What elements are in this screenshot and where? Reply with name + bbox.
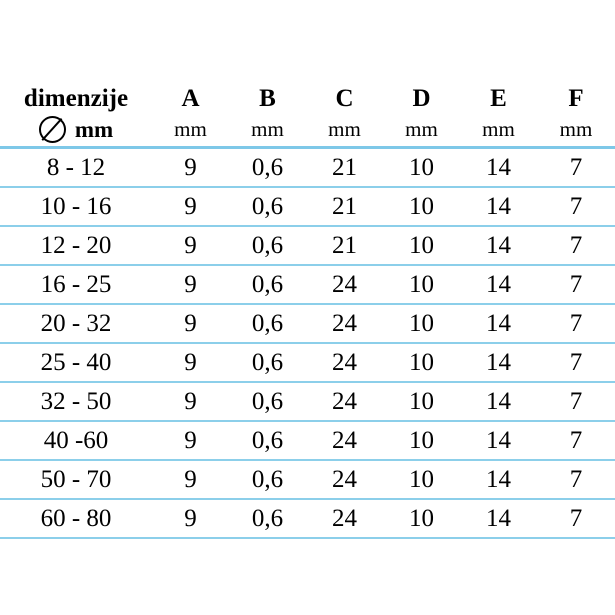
- table-row: [0, 187, 615, 226]
- cell-c: 24: [306, 265, 383, 304]
- header-column-d-unit: mm: [405, 117, 438, 141]
- table-row: [0, 460, 615, 499]
- cell-f: 7: [537, 421, 615, 460]
- cell-e: 14: [460, 187, 537, 226]
- cell-a: 9: [152, 226, 229, 265]
- cell-c: 24: [306, 304, 383, 343]
- header-column-c-label: C: [335, 85, 354, 112]
- cell-dimension: 10 - 16: [0, 187, 152, 226]
- table-body: [0, 148, 615, 539]
- header-dimension-unit-row: [0, 114, 152, 145]
- cell-dimension: 60 - 80: [0, 499, 152, 538]
- cell-a: 9: [152, 265, 229, 304]
- header-column-f-label: F: [568, 85, 584, 112]
- cell-a: 9: [152, 343, 229, 382]
- cell-dimension: 25 - 40: [0, 343, 152, 382]
- cell-f: 7: [537, 499, 615, 538]
- cell-dimension: 16 - 25: [0, 265, 152, 304]
- header-column-f-unit: mm: [559, 117, 593, 141]
- cell-c: 21: [306, 148, 383, 188]
- cell-b: 0,6: [229, 421, 306, 460]
- cell-e: 14: [460, 226, 537, 265]
- cell-b: 0,6: [229, 226, 306, 265]
- header-column-c: [306, 76, 383, 148]
- cell-d: 10: [383, 265, 460, 304]
- header-dimension-label: dimenzije: [23, 85, 129, 112]
- cell-f: 7: [537, 187, 615, 226]
- cell-b: 0,6: [229, 304, 306, 343]
- header-column-b: [229, 76, 306, 148]
- cell-f: 7: [537, 265, 615, 304]
- cell-a: 9: [152, 421, 229, 460]
- cell-b: 0,6: [229, 265, 306, 304]
- cell-b: 0,6: [229, 187, 306, 226]
- cell-c: 24: [306, 460, 383, 499]
- table-row: [0, 148, 615, 188]
- table-row: [0, 499, 615, 538]
- cell-d: 10: [383, 499, 460, 538]
- cell-d: 10: [383, 382, 460, 421]
- cell-a: 9: [152, 460, 229, 499]
- header-column-d: [383, 76, 460, 148]
- cell-dimension: 50 - 70: [0, 460, 152, 499]
- header-column-a: [152, 76, 229, 148]
- cell-e: 14: [460, 148, 537, 188]
- cell-e: 14: [460, 421, 537, 460]
- cell-b: 0,6: [229, 460, 306, 499]
- cell-e: 14: [460, 265, 537, 304]
- cell-e: 14: [460, 460, 537, 499]
- cell-a: 9: [152, 304, 229, 343]
- cell-dimension: 12 - 20: [0, 226, 152, 265]
- header-column-e-unit: mm: [482, 117, 515, 141]
- table-row: [0, 382, 615, 421]
- cell-c: 21: [306, 226, 383, 265]
- cell-e: 14: [460, 343, 537, 382]
- cell-c: 24: [306, 421, 383, 460]
- cell-f: 7: [537, 382, 615, 421]
- dimension-table: [0, 76, 615, 539]
- cell-d: 10: [383, 421, 460, 460]
- header-column-b-unit: mm: [251, 117, 284, 141]
- cell-e: 14: [460, 304, 537, 343]
- table-row: [0, 343, 615, 382]
- cell-a: 9: [152, 499, 229, 538]
- cell-b: 0,6: [229, 499, 306, 538]
- table-row: [0, 304, 615, 343]
- table-header: [0, 76, 615, 148]
- cell-dimension: 40 -60: [0, 421, 152, 460]
- cell-e: 14: [460, 499, 537, 538]
- cell-dimension: 32 - 50: [0, 382, 152, 421]
- cell-f: 7: [537, 460, 615, 499]
- cell-e: 14: [460, 382, 537, 421]
- header-column-e: [460, 76, 537, 148]
- table-row: [0, 265, 615, 304]
- header-column-a-label: A: [181, 85, 200, 112]
- header-column-e-label: E: [490, 85, 507, 112]
- cell-c: 21: [306, 187, 383, 226]
- cell-f: 7: [537, 304, 615, 343]
- cell-d: 10: [383, 460, 460, 499]
- cell-b: 0,6: [229, 148, 306, 188]
- cell-c: 24: [306, 382, 383, 421]
- cell-f: 7: [537, 226, 615, 265]
- table-row: [0, 421, 615, 460]
- table-row: [0, 226, 615, 265]
- cell-a: 9: [152, 187, 229, 226]
- header-column-d-label: D: [412, 85, 431, 112]
- cell-dimension: 20 - 32: [0, 304, 152, 343]
- cell-c: 24: [306, 343, 383, 382]
- cell-f: 7: [537, 343, 615, 382]
- header-dimension: [0, 76, 152, 148]
- cell-c: 24: [306, 499, 383, 538]
- cell-f: 7: [537, 148, 615, 188]
- header-column-a-unit: mm: [174, 117, 207, 141]
- cell-a: 9: [152, 382, 229, 421]
- cell-b: 0,6: [229, 343, 306, 382]
- cell-dimension: 8 - 12: [0, 148, 152, 188]
- cell-d: 10: [383, 187, 460, 226]
- header-column-f: [537, 76, 615, 148]
- cell-d: 10: [383, 343, 460, 382]
- header-column-b-label: B: [259, 85, 276, 112]
- cell-b: 0,6: [229, 382, 306, 421]
- header-dimension-unit: mm: [74, 117, 114, 142]
- diameter-icon: [39, 116, 66, 143]
- cell-d: 10: [383, 226, 460, 265]
- header-column-c-unit: mm: [328, 117, 361, 141]
- cell-a: 9: [152, 148, 229, 188]
- cell-d: 10: [383, 148, 460, 188]
- cell-d: 10: [383, 304, 460, 343]
